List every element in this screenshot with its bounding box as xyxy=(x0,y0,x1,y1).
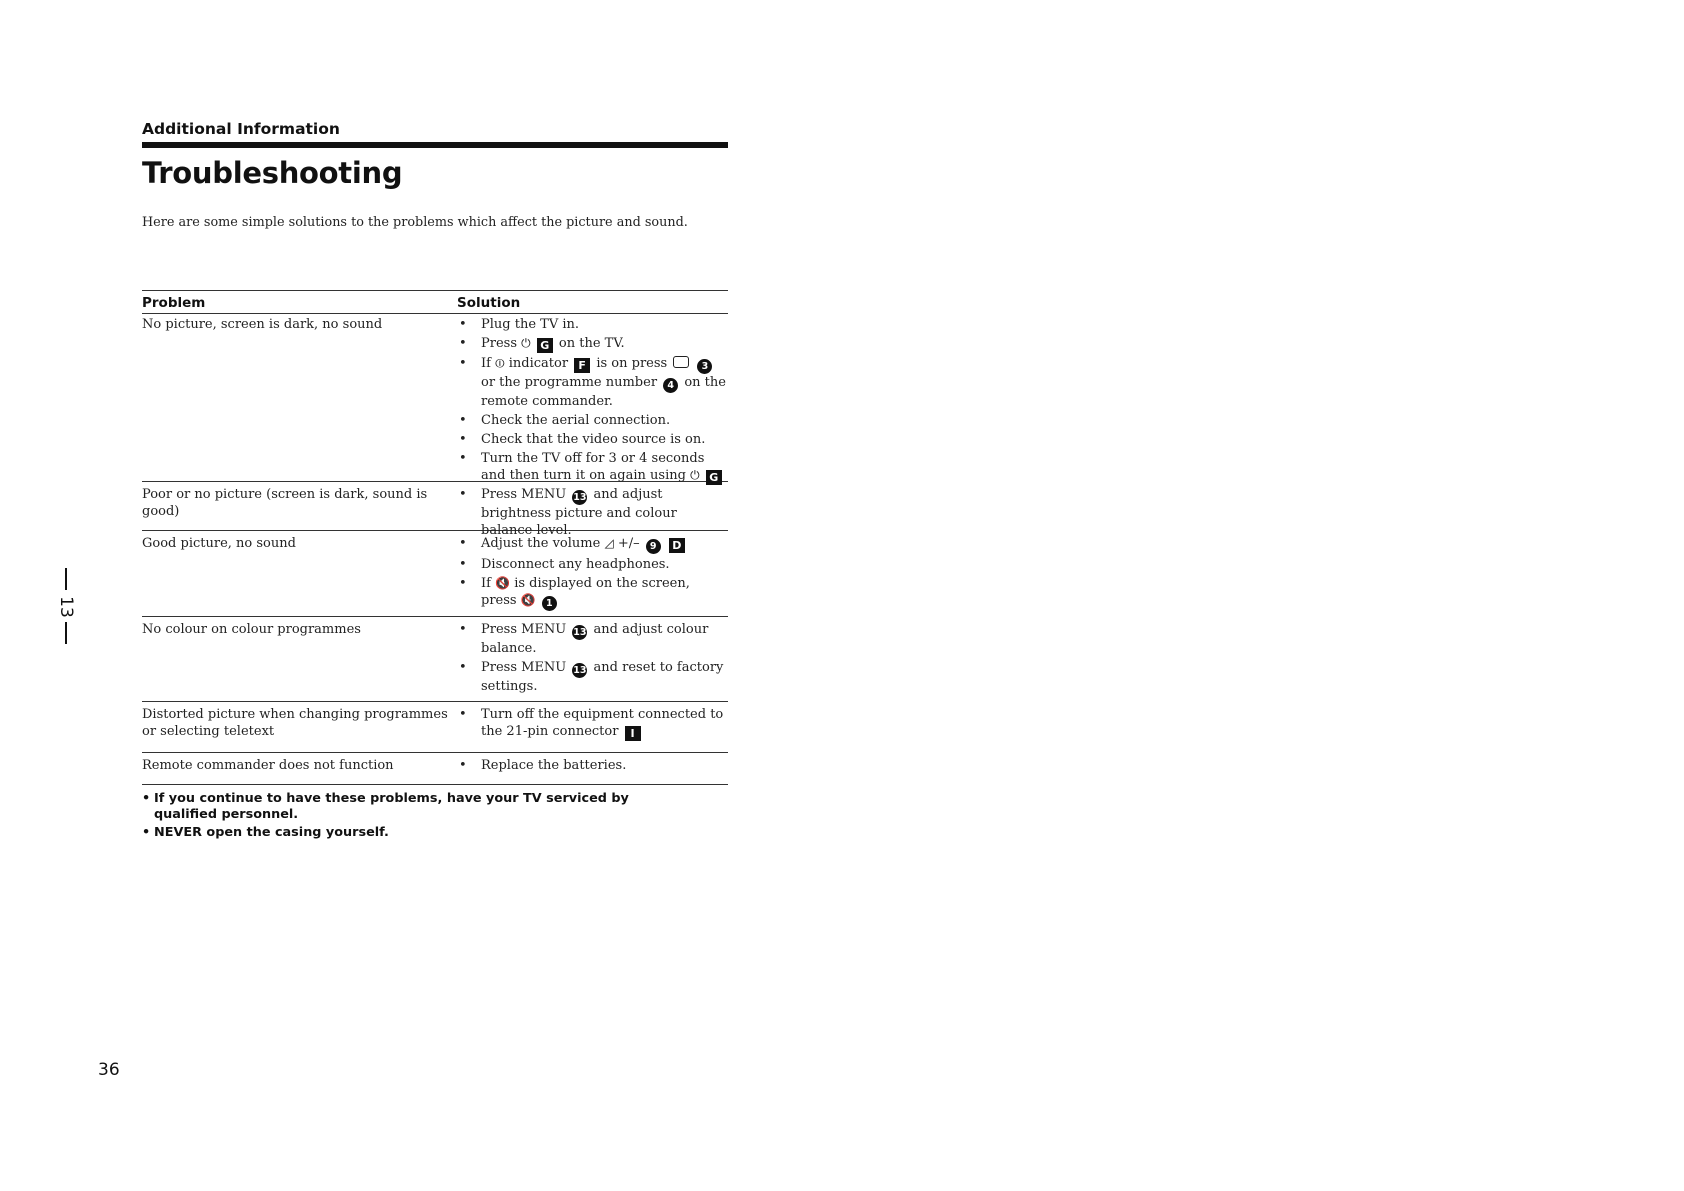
solution-cell xyxy=(457,706,728,752)
number-badge: 13 xyxy=(573,665,587,676)
problem-cell: No colour on colour programmes xyxy=(142,622,361,637)
page-number: 36 xyxy=(98,1060,120,1080)
side-tab-rule xyxy=(65,622,67,644)
side-tab-rule xyxy=(65,568,67,590)
solution-item: • Check that the video source is on. xyxy=(457,431,728,448)
problem-cell: Good picture, no sound xyxy=(142,536,296,551)
warning-notes xyxy=(142,791,662,843)
problem-cell: Poor or no picture (screen is dark, sound is good) xyxy=(142,487,428,519)
solution-item: • Adjust the volume ◿ +/– 9 D xyxy=(457,535,728,554)
number-badge: 13 xyxy=(573,627,587,638)
key-badge: I xyxy=(625,726,641,741)
warning-note: • If you continue to have these problems, have your TV serviced by qualified personnel. xyxy=(142,791,662,823)
number-badge: 13 xyxy=(573,492,587,503)
solution-item: • Check the aerial connection. xyxy=(457,412,728,429)
solution-cell xyxy=(457,757,728,784)
number-badge: 9 xyxy=(646,539,661,554)
key-badge: G xyxy=(537,338,553,353)
number-badge: 4 xyxy=(663,378,678,393)
power-icon: ⏻ xyxy=(521,336,531,350)
problem-cell: Distorted picture when changing programmes or selecting teletext xyxy=(142,707,448,739)
solution-item: • Plug the TV in. xyxy=(457,316,728,333)
solution-cell xyxy=(457,316,728,484)
solution-item: • If ⏼ indicator F is on press 3 or the programme number 4 on the remote commander. xyxy=(457,355,728,410)
mute-icon: 🔇 xyxy=(495,576,511,590)
section-label: Additional Information xyxy=(142,120,340,138)
troubleshooting-table xyxy=(142,290,728,785)
key-badge: F xyxy=(574,358,590,373)
mute-icon: 🔇 xyxy=(520,593,536,607)
power-icon: ⏻ xyxy=(690,468,700,482)
program-button-icon xyxy=(673,356,689,368)
table-header xyxy=(142,290,728,314)
header-problem: Problem xyxy=(142,295,206,311)
warning-note: • NEVER open the casing yourself. xyxy=(142,825,662,841)
solution-item: • Press ⏻ G on the TV. xyxy=(457,335,728,353)
volume-icon: ◿ xyxy=(604,536,614,550)
solution-cell xyxy=(457,535,728,616)
problem-cell: No picture, screen is dark, no sound xyxy=(142,317,383,332)
page-title: Troubleshooting xyxy=(142,156,403,190)
side-tab-number: 13 xyxy=(56,596,76,618)
table-row xyxy=(142,314,728,482)
solution-cell xyxy=(457,621,728,701)
section-rule xyxy=(142,142,728,148)
table-row xyxy=(142,531,728,617)
solution-item: • Turn off the equipment connected to the 21-pin connector I xyxy=(457,706,728,741)
problem-cell: Remote commander does not function xyxy=(142,758,394,773)
standby-icon: ⏼ xyxy=(495,356,505,370)
key-badge: D xyxy=(669,538,685,553)
solution-item: • Press MENU 13 and reset to factory settings. xyxy=(457,659,728,695)
number-badge: 3 xyxy=(697,359,712,374)
table-row xyxy=(142,702,728,753)
solution-cell xyxy=(457,486,728,538)
key-badge: G xyxy=(706,470,722,485)
solution-item: • If 🔇 is displayed on the screen, press 🔇 1 xyxy=(457,575,728,611)
solution-item: • Press MENU 13 and adjust brightness picture and colour balance level. xyxy=(457,486,728,539)
header-solution: Solution xyxy=(457,295,521,311)
solution-item: • Press MENU 13 and adjust colour balance. xyxy=(457,621,728,657)
table-row xyxy=(142,753,728,785)
solution-item: • Turn the TV off for 3 or 4 seconds and then turn it on again using ⏻ G xyxy=(457,450,728,485)
solution-item: • Replace the batteries. xyxy=(457,757,728,774)
number-badge: 1 xyxy=(542,596,557,611)
solution-item: • Disconnect any headphones. xyxy=(457,556,728,573)
table-row xyxy=(142,617,728,702)
table-row xyxy=(142,482,728,538)
intro-text: Here are some simple solutions to the problems which affect the picture and sound. xyxy=(142,215,688,230)
